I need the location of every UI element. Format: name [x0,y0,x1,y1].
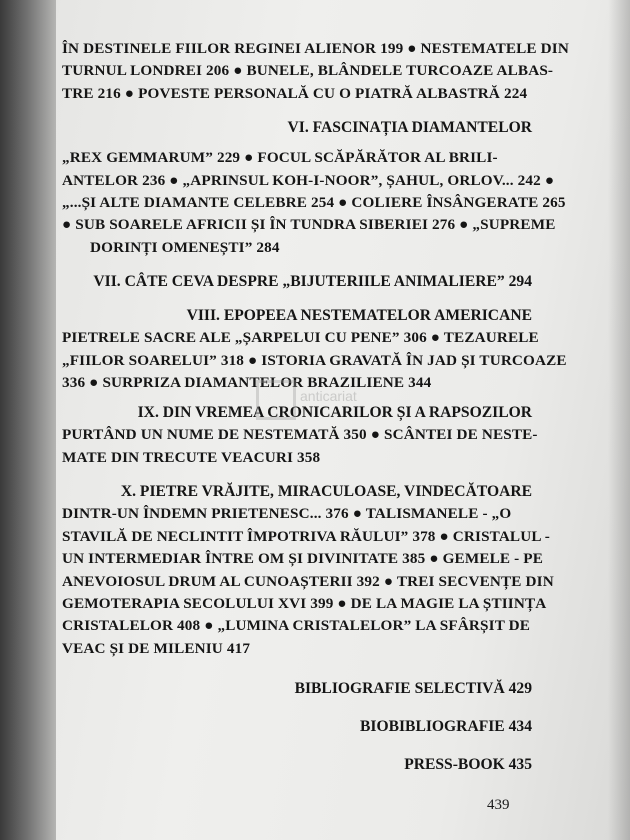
toc-end-entry: PRESS-BOOK 435 [404,756,532,774]
watermark [256,380,360,424]
toc-line: STAVILĂ DE NECLINTIT ÎMPOTRIVA RĂULUI” 378 ● CRISTALUL - [62,527,550,545]
watermark-logo-icon [256,380,296,420]
toc-end-entry: BIOBIBLIOGRAFIE 434 [359,718,532,736]
toc-line: ANEVOIOSUL DRUM AL CUNOAȘTERII 392 ● TREI SECVENȚE DIN [62,572,554,590]
watermark-text: anticariat [300,388,357,404]
toc-line: 336 ● SURPRIZA DIAMANTELOR BRAZILIENE 344 [62,374,432,392]
toc-line: „...ȘI ALTE DIAMANTE CELEBRE 254 ● COLIERE ÎNSÂNGERATE 265 [62,194,566,212]
toc-line: ANTELOR 236 ● „APRINSUL KOH-I-NOOR”, ȘAHUL, ORLOV... 242 ● [62,171,555,189]
toc-line: DORINȚI OMENEȘTI” 284 [90,238,280,256]
toc-line: „FIILOR SOARELUI” 318 ● ISTORIA GRAVATĂ ÎN JAD ȘI TURCOAZE [62,351,567,369]
chapter-heading: X. PIETRE VRĂJITE, MIRACULOASE, VINDECĂTOARE [120,483,532,501]
toc-line: DINTR-UN ÎNDEMN PRIETENESC... 376 ● TALISMANELE - „O [62,505,512,523]
chapter-heading: VIII. EPOPEEA NESTEMATELOR AMERICANE [186,307,532,325]
toc-line: PURTÂND UN NUME DE NESTEMATĂ 350 ● SCÂNTEI DE NESTE- [62,426,538,444]
chapter-heading: VI. FASCINAȚIA DIAMANTELOR [287,119,532,137]
chapter-heading: VII. CÂTE CEVA DESPRE „BIJUTERIILE ANIMALIERE” 294 [93,273,532,291]
toc-line: VEAC ȘI DE MILENIU 417 [62,639,251,657]
toc-line: PIETRELE SACRE ALE „ȘARPELUI CU PENE” 306 ● TEZAURELE [62,329,539,347]
toc-line: TURNUL LONDREI 206 ● BUNELE, BLÂNDELE TURCOAZE ALBAS- [62,62,554,80]
toc-line: UN INTERMEDIAR ÎNTRE OM ȘI DIVINITATE 385 ● GEMELE - PE [62,550,543,568]
page-number: 439 [487,797,510,813]
toc-line: ● SUB SOARELE AFRICII ȘI ÎN TUNDRA SIBERIEI 276 ● „SUPREME [62,216,556,234]
toc-line: „REX GEMMARUM” 229 ● FOCUL SCĂPĂRĂTOR AL BRILI- [62,149,498,167]
page-edge-shadow [608,0,630,840]
chapter-heading: IX. DIN VREMEA CRONICARILOR ȘI A RAPSOZILOR [137,404,532,422]
toc-line: CRISTALELOR 408 ● „LUMINA CRISTALELOR” LA SFÂRȘIT DE [62,617,531,635]
toc-line: ÎN DESTINELE FIILOR REGINEI ALIENOR 199 ● NESTEMATELE DIN [62,40,569,57]
toc-line: GEMOTERAPIA SECOLULUI XVI 399 ● DE LA MAGIE LA ȘTIINȚA [62,594,547,612]
toc-line: MATE DIN TRECUTE VEACURI 358 [62,448,321,466]
toc-line: TRE 216 ● POVESTE PERSONALĂ CU O PIATRĂ ALBASTRĂ 224 [62,84,528,102]
toc-end-entry: BIBLIOGRAFIE SELECTIVĂ 429 [294,680,532,698]
page-gutter-shadow [0,0,56,840]
